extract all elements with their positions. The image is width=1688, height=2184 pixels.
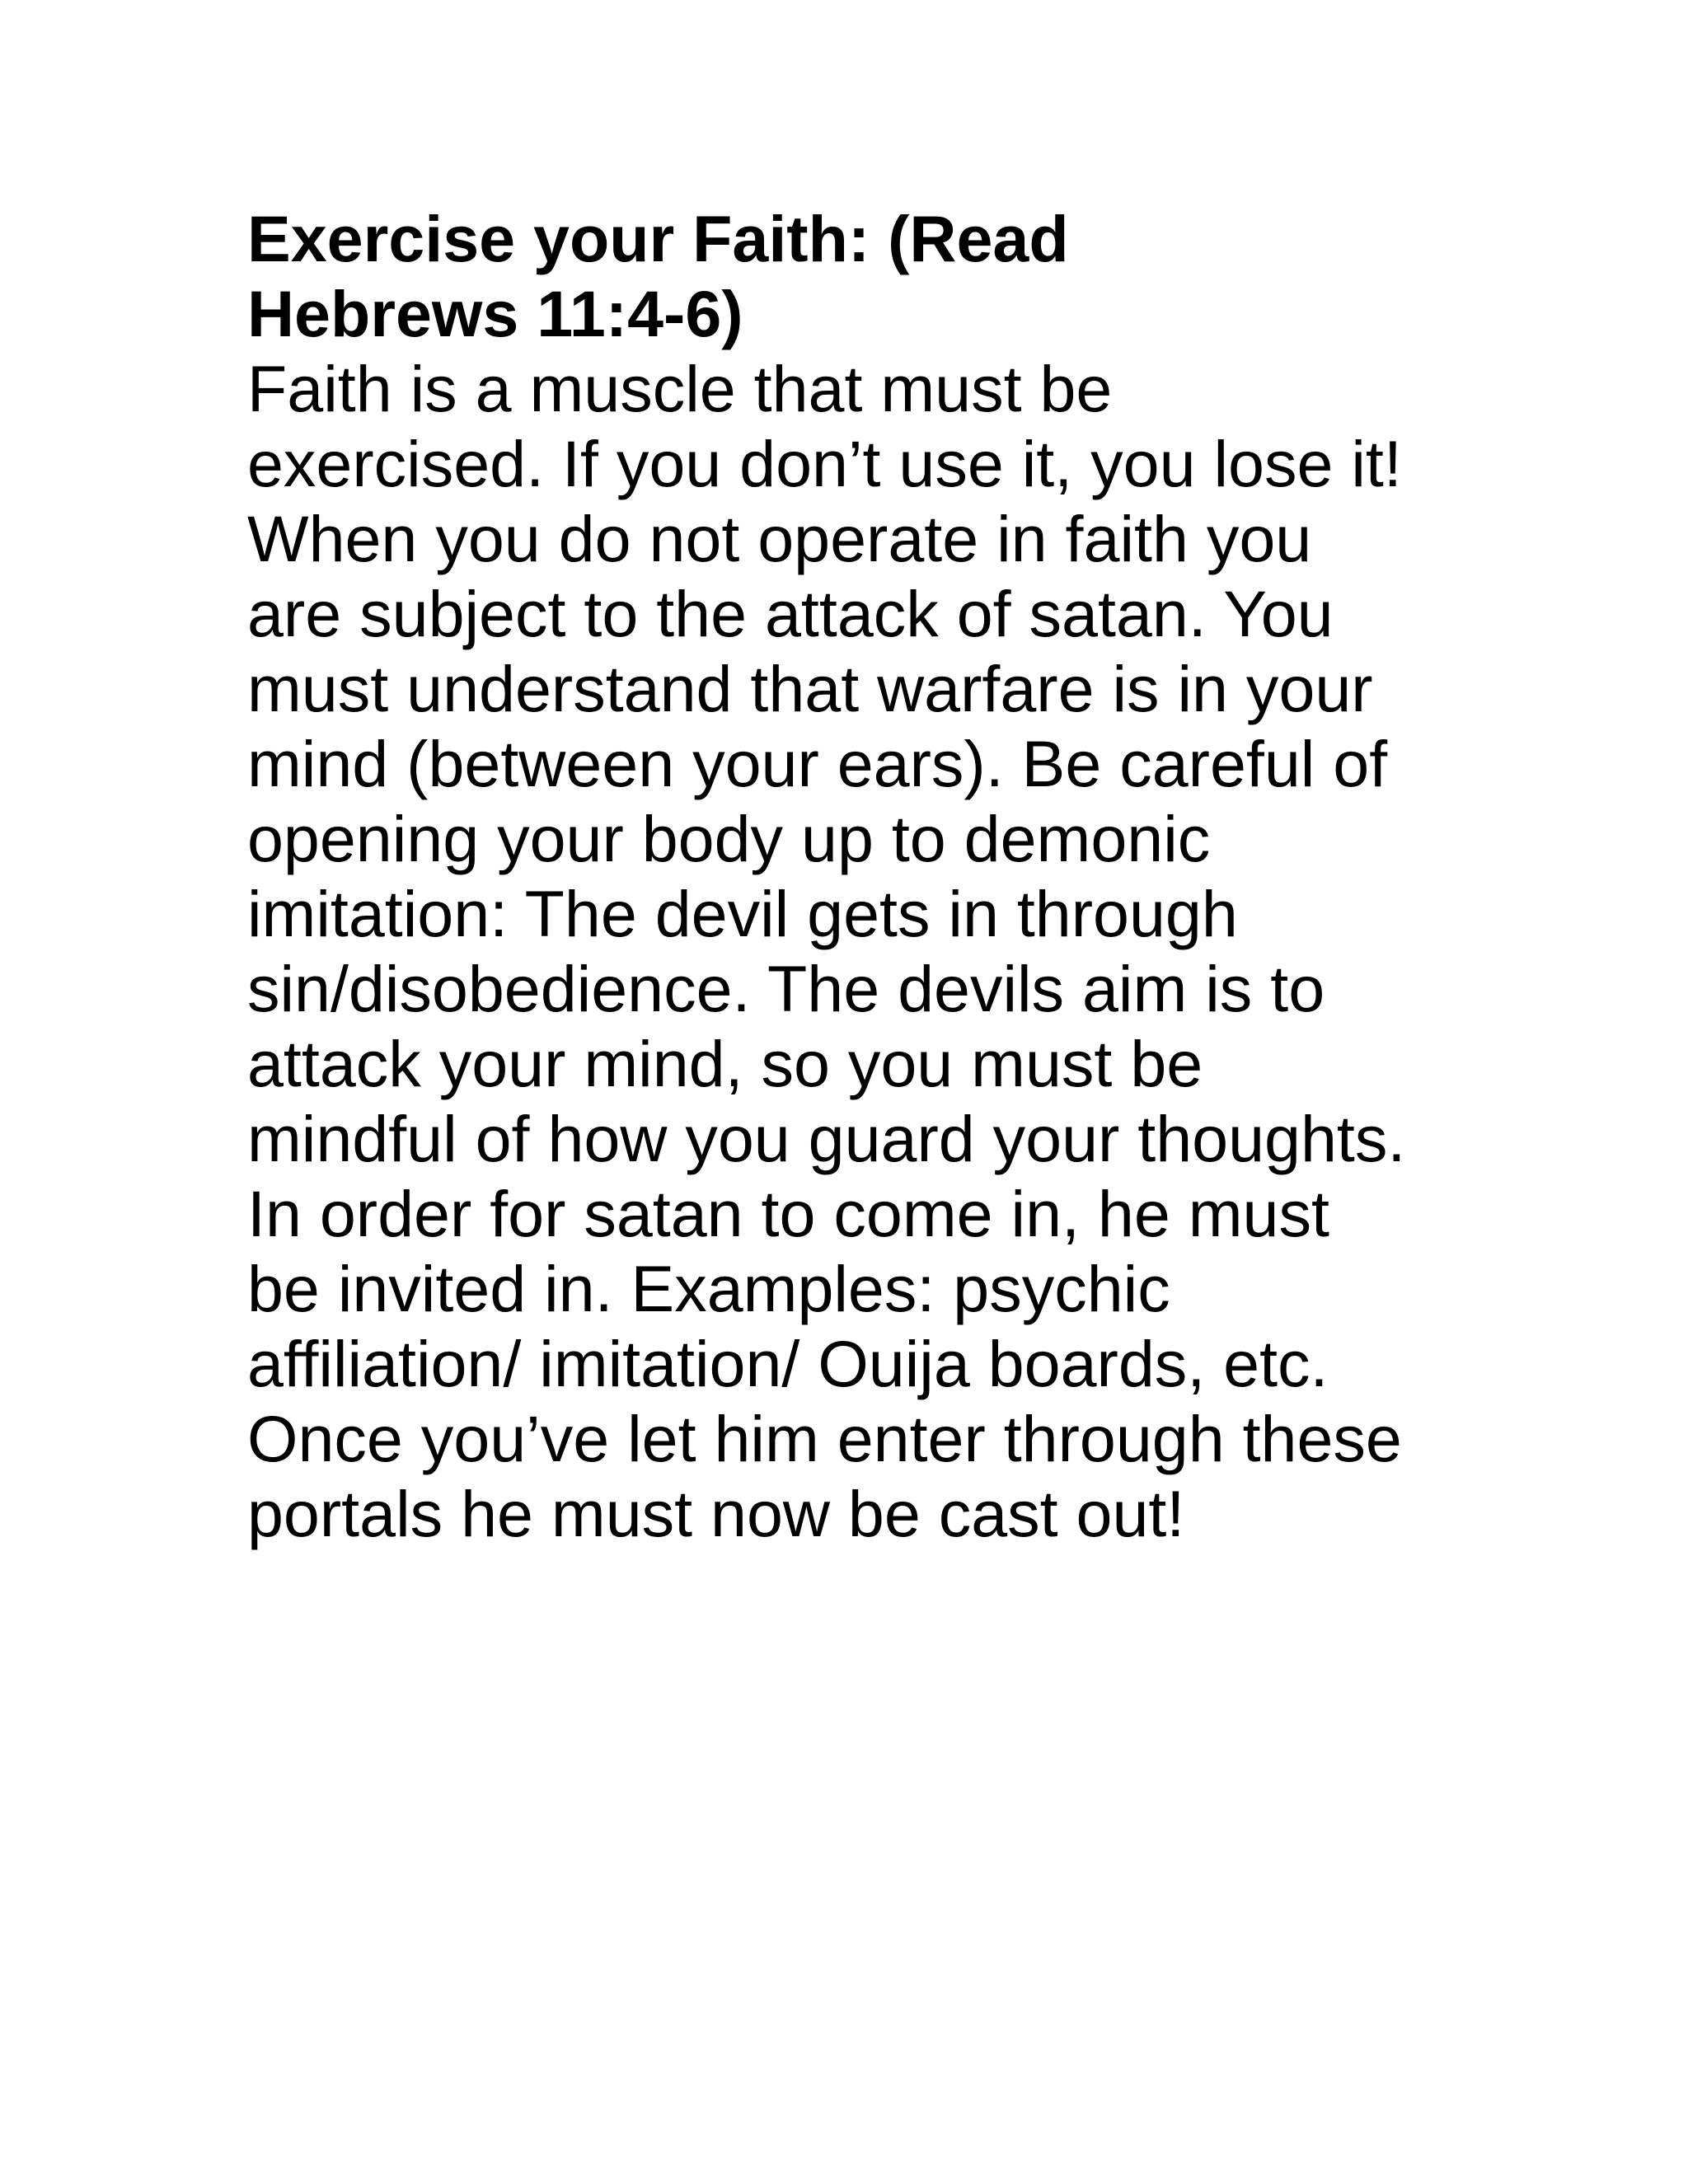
body-line: be invited in. Examples: psychic: [247, 1252, 1170, 1325]
document-content: [247, 201, 1451, 1551]
body-line: Once you’ve let him enter through these: [247, 1402, 1402, 1475]
body-line: portals he must now be cast out!: [247, 1477, 1185, 1550]
document-title: [247, 201, 1451, 351]
body-line: Faith is a muscle that must be: [247, 352, 1113, 425]
title-line: Hebrews 11:4-6): [247, 277, 743, 350]
body-line: imitation: The devil gets in through: [247, 877, 1238, 950]
body-line: are subject to the attack of satan. You: [247, 577, 1334, 650]
body-line: attack your mind, so you must be: [247, 1027, 1203, 1100]
body-line: opening your body up to demonic: [247, 802, 1211, 875]
title-line: Exercise your Faith: (Read: [247, 202, 1069, 275]
document-body: [247, 351, 1451, 1551]
body-line: When you do not operate in faith you: [247, 502, 1312, 575]
body-line: exercised. If you don’t use it, you lose it!: [247, 427, 1402, 500]
body-line: affiliation/ imitation/ Ouija boards, etc.: [247, 1327, 1329, 1400]
body-line: mind (between your ears). Be careful of: [247, 727, 1388, 800]
body-line: sin/disobedience. The devils aim is to: [247, 952, 1325, 1025]
body-line: In order for satan to come in, he must: [247, 1177, 1329, 1250]
body-line: must understand that warfare is in your: [247, 652, 1373, 725]
body-line: mindful of how you guard your thoughts.: [247, 1102, 1406, 1175]
